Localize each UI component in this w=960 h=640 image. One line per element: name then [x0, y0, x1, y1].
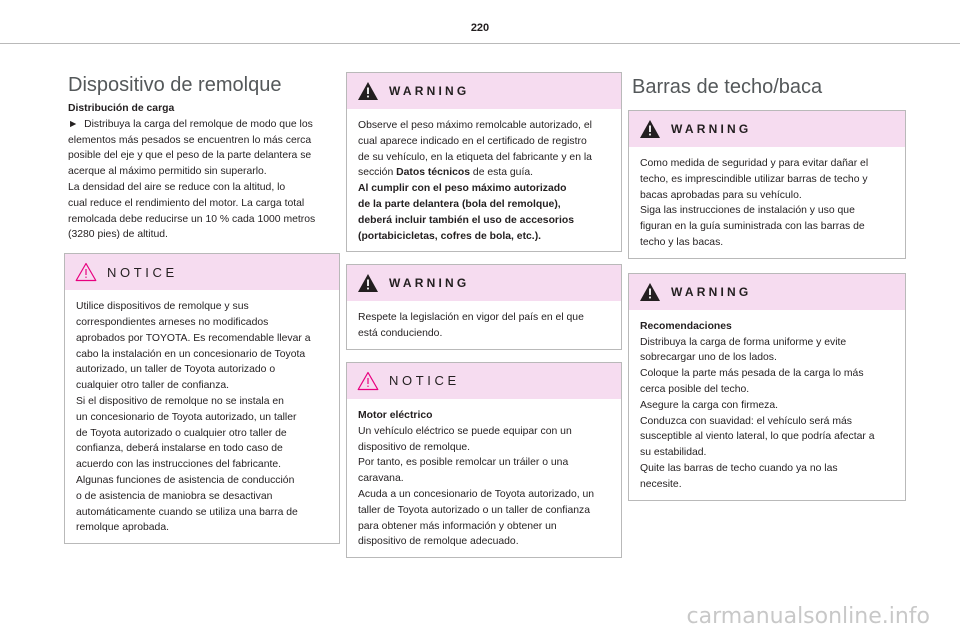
text-line: de la parte delantera (bola del remolque),: [358, 198, 561, 210]
text-line: cerca posible del techo.: [640, 383, 750, 395]
notice-box-towing: [64, 253, 340, 544]
warning-label: WARNING: [671, 284, 752, 299]
text-line: correspondientes arneses no modificados: [76, 316, 269, 328]
watermark: carmanualsonline.info: [686, 604, 930, 629]
recommendations-heading: Recomendaciones: [640, 320, 732, 332]
page-number: 220: [470, 22, 490, 34]
warning-body: [629, 147, 905, 258]
text-line: Por tanto, es posible remolcar un tráiler o una: [358, 457, 569, 469]
text-line: La densidad del aire se reduce con la altitud, lo: [68, 181, 286, 193]
text-line: (3280 pies) de altitud.: [68, 229, 168, 241]
text-line: Como medida de seguridad y para evitar dañar el: [640, 158, 869, 169]
warning-triangle-icon: [639, 282, 661, 302]
warning-body: [347, 301, 621, 349]
notice-box-electric: [346, 362, 622, 558]
text-line: (portabicicletas, cofres de bola, etc.).: [358, 230, 542, 242]
text-line: ► Distribuya la carga del remolque de modo que los: [68, 118, 313, 130]
electric-motor-heading: Motor eléctrico: [358, 409, 433, 421]
column-roof-bars: [628, 72, 906, 511]
warning-box-roof-bars: [628, 110, 906, 259]
text-line: acuerdo con las instrucciones del fabricante.: [76, 459, 282, 471]
warning-header: [629, 111, 905, 147]
text-line: confianza, deberá instalarse en todo caso de: [76, 443, 283, 455]
text-line: sección Datos técnicos de esta guía.: [358, 167, 534, 179]
warning-label: WARNING: [671, 122, 752, 136]
notice-triangle-icon: [75, 262, 97, 282]
text-line: sobrecargar uno de los lados.: [640, 352, 777, 364]
text-line: Un vehículo eléctrico se puede equipar con un: [358, 425, 572, 437]
text-line: necesite.: [640, 478, 682, 490]
text-line: Utilice dispositivos de remolque y sus: [76, 301, 249, 313]
text-line: automáticamente cuando se utiliza una barra de: [76, 506, 298, 518]
text-line: techo, es imprescindible utilizar barras de techo y: [640, 173, 868, 185]
text-line: de su vehículo, en la etiqueta del fabricante y en la: [358, 151, 592, 163]
text-line: Observe el peso máximo remolcable autorizado, el: [358, 120, 592, 131]
text-line: figuran en la guía suministrada con las barras de: [640, 221, 865, 233]
text-line: susceptible al viento lateral, lo que podría afectar a: [640, 431, 875, 443]
warning-label: WARNING: [389, 84, 470, 98]
section-title-towing: Dispositivo de remolque: [68, 74, 282, 96]
text-line: deberá incluir también el uso de accesorios: [358, 214, 574, 226]
text-line: está conduciendo.: [358, 328, 443, 340]
notice-triangle-icon: [357, 371, 379, 391]
notice-body: [347, 399, 621, 557]
column-towing: [64, 72, 340, 554]
text-line: dispositivo de remolque.: [358, 441, 471, 453]
warning-label: WARNING: [389, 276, 470, 291]
text-line: Distribuya la carga de forma uniforme y evite: [640, 336, 847, 348]
text-line: Respete la legislación en vigor del país en el que: [358, 312, 584, 324]
warning-header: [629, 274, 905, 310]
warning-header: [347, 73, 621, 109]
text-line: para obtener más información y obtener un: [358, 520, 557, 532]
text-line: caravana.: [358, 473, 404, 485]
arrow-icon: ►: [68, 118, 79, 130]
text-line: bacas aprobadas para su vehículo.: [640, 189, 802, 201]
text-line: Coloque la parte más pesada de la carga lo más: [640, 368, 864, 380]
text-line: Algunas funciones de asistencia de conducción: [76, 474, 295, 486]
text-line: taller de Toyota autorizado o un taller de confianza: [358, 504, 591, 516]
warning-box-legislation: [346, 264, 622, 350]
text-line: dispositivo de remolque adecuado.: [358, 536, 519, 548]
notice-label: NOTICE: [107, 264, 178, 280]
section-title-roof-bars: Barras de techo/baca: [632, 76, 823, 98]
notice-header: [347, 363, 621, 399]
load-distribution-heading: Distribución de carga: [68, 103, 175, 114]
technical-data-reference: Datos técnicos: [396, 167, 471, 179]
warning-triangle-icon: [639, 119, 661, 139]
notice-label: NOTICE: [389, 373, 460, 389]
text-line: acerque al máximo permitido sin superarlo.: [68, 166, 267, 178]
text-line: techo y las bacas.: [640, 236, 724, 248]
text-line: un concesionario de Toyota autorizado, un taller: [76, 411, 297, 423]
text-line: o de asistencia de maniobra se desactivan: [76, 490, 273, 502]
text-line: de Toyota autorizado o cualquier otro taller de: [76, 427, 287, 439]
text-line: remolcada debe reducirse un 10 % cada 1000 metros: [68, 213, 316, 225]
text-line: aprobados por TOYOTA. Es recomendable llevar a: [76, 332, 311, 344]
text-line: Al cumplir con el peso máximo autorizado: [358, 183, 567, 195]
warning-body: [347, 109, 621, 251]
text-line: Conduzca con suavidad: el vehículo será más: [640, 415, 852, 427]
text-line: autorizado, un taller de Toyota autorizado o: [76, 364, 276, 376]
text-line: cual aparece indicado en el certificado de registro: [358, 135, 587, 147]
text-line: posible del eje y que el peso de la parte delantera se: [68, 150, 312, 162]
text-line: elementos más pesados se encuentren lo más cerca: [68, 134, 312, 146]
column-warnings: [346, 72, 622, 568]
text-line: Si el dispositivo de remolque no se instala en: [76, 395, 284, 407]
notice-body: [65, 290, 339, 543]
header-divider: [0, 43, 960, 44]
text-line: cualquier otro taller de confianza.: [76, 380, 230, 392]
warning-box-recommendations: [628, 273, 906, 501]
text-line: Siga las instrucciones de instalación y uso que: [640, 205, 855, 217]
warning-triangle-icon: [357, 273, 379, 293]
load-distribution-text: [68, 101, 340, 243]
text-line: remolque aprobada.: [76, 522, 170, 534]
text-line: su estabilidad.: [640, 447, 707, 459]
text-line: cual reduce el rendimiento del motor. La carga total: [68, 197, 305, 209]
warning-box-weight: [346, 72, 622, 252]
text-line: Acuda a un concesionario de Toyota autorizado, un: [358, 488, 595, 500]
text-line: Asegure la carga con firmeza.: [640, 399, 779, 411]
text-line: Quite las barras de techo cuando ya no las: [640, 462, 838, 474]
warning-body: [629, 310, 905, 500]
warning-triangle-icon: [357, 81, 379, 101]
warning-header: [347, 265, 621, 301]
notice-header: [65, 254, 339, 290]
text-line: cabo la instalación en un concesionario de Toyota: [76, 348, 306, 360]
